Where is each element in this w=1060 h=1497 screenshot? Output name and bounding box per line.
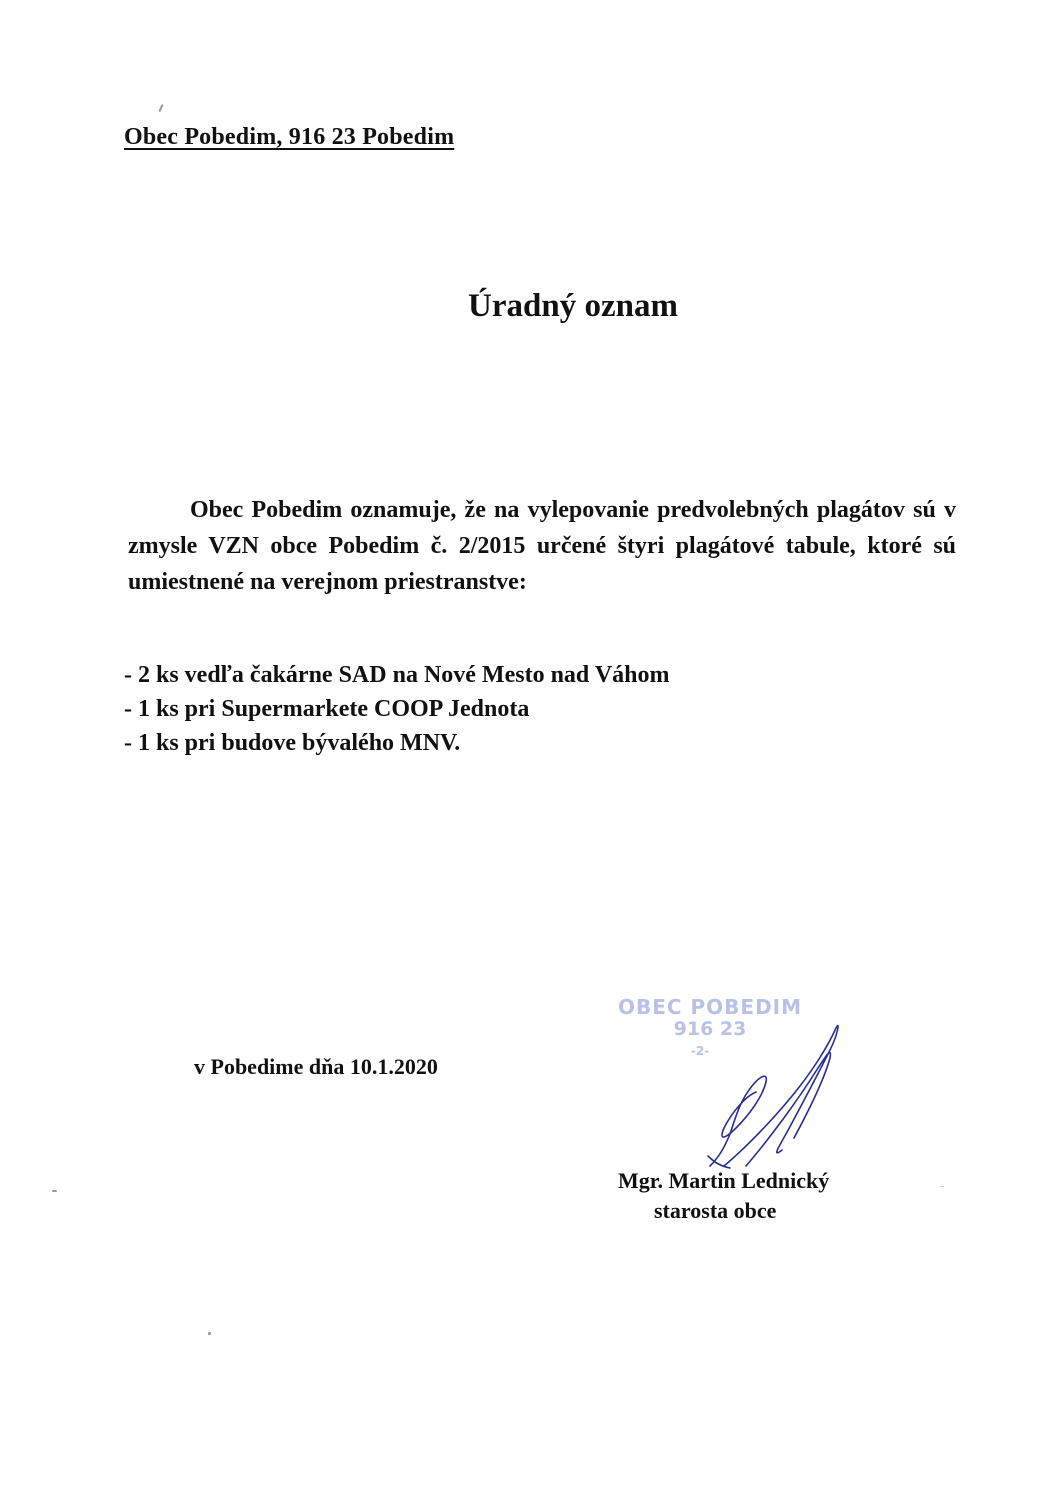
signer-name: Mgr. Martin Lednický: [618, 1168, 830, 1193]
stamp-line-1: OBEC POBEDIM: [617, 995, 803, 1019]
scan-speck: [940, 1186, 944, 1187]
date-line: v Pobedime dňa 10.1.2020: [194, 1054, 438, 1079]
document-title: Úradný oznam: [468, 288, 678, 324]
scan-speck: [158, 104, 163, 112]
stamp-line-2: 916 23: [673, 1018, 747, 1040]
scan-speck: [208, 1332, 211, 1335]
list-item: - 1 ks pri Supermarkete COOP Jednota: [124, 696, 530, 722]
body-paragraph: Obec Pobedim oznamuje, že na vylepovanie predvolebných plagátov sú v zmysle VZN obce Pobedim č. 2/2015 určené štyri plagátové tabule, ktoré sú umiestnené na verejnom priestranstve:: [128, 497, 956, 595]
header-address: Obec Pobedim, 916 23 Pobedim: [124, 124, 455, 150]
poster-board-list: [124, 658, 670, 760]
stamp-line-3: -2-: [690, 1044, 710, 1058]
list-item: - 2 ks vedľa čakárne SAD na Nové Mesto nad Váhom: [124, 662, 670, 688]
signer-block: [618, 1166, 868, 1226]
handwritten-signature: [690, 1016, 860, 1186]
signer-role: starosta obce: [654, 1198, 777, 1223]
list-item: - 1 ks pri budove bývalého MNV.: [124, 730, 461, 756]
scan-speck: [52, 1190, 57, 1192]
